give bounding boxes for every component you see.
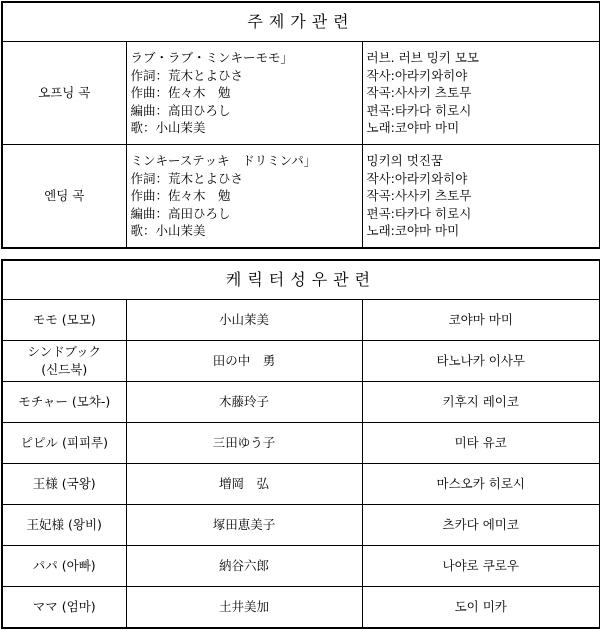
opening-ko-line: 작사:아라키와히야 <box>366 67 468 83</box>
cast-row <box>2 300 600 341</box>
opening-ko-line: 노래:코야마 마미 <box>366 120 460 136</box>
opening-jp-line: ラブ・ラブ・ミンキーモモ」 <box>130 50 294 66</box>
opening-ko-info <box>362 42 600 145</box>
opening-jp-line: 作曲：佐々木 勉 <box>130 85 231 101</box>
cast-row <box>2 382 600 423</box>
ending-jp-info <box>126 145 362 248</box>
cast-row <box>2 464 600 505</box>
ending-row <box>2 145 600 248</box>
opening-ko-line: 러브. 러브 밍키 모모 <box>366 50 479 66</box>
character-name: パパ (아빠) <box>2 546 126 587</box>
voice-actor-ko: 코야마 마미 <box>362 300 600 341</box>
opening-ko-line: 작곡:사사키 츠토무 <box>366 85 472 101</box>
voice-actor-jp: 田の中 勇 <box>126 341 362 382</box>
character-name-jp: シンドブック <box>27 344 101 359</box>
ending-ko-line: 작곡:사사키 츠토무 <box>366 188 472 203</box>
theme-section-title: 주제가관련 <box>2 2 600 42</box>
character-name: ピピル (피피루) <box>2 423 126 464</box>
ending-ko-line: 노래:코야마 마미 <box>366 223 460 238</box>
voice-cast-table <box>1 259 600 629</box>
voice-actor-jp: 小山茉美 <box>126 300 362 341</box>
character-name: 王様 (국왕) <box>2 464 126 505</box>
voice-actor-ko: 타노나카 이사무 <box>362 341 600 382</box>
cast-row <box>2 587 600 629</box>
voice-actor-ko: 마스오카 히로시 <box>362 464 600 505</box>
cast-row <box>2 505 600 546</box>
ending-ko-info <box>362 145 600 248</box>
cast-title-row <box>2 260 600 300</box>
opening-jp-info <box>126 42 362 145</box>
voice-actor-jp: 増岡 弘 <box>126 464 362 505</box>
ending-jp-line: ミンキーステッキ ドリミンパ」 <box>130 153 317 168</box>
voice-actor-ko: 도이 미카 <box>362 587 600 629</box>
ending-jp-line: 作詞：荒木とよひさ <box>130 170 244 186</box>
voice-actor-ko: 키후지 레이코 <box>362 382 600 423</box>
voice-actor-jp: 納谷六郎 <box>126 546 362 587</box>
voice-actor-ko: 츠카다 에미코 <box>362 505 600 546</box>
voice-actor-jp: 三田ゆう子 <box>126 423 362 464</box>
cast-row <box>2 341 600 382</box>
ending-jp-line: 編曲：高田ひろし <box>130 205 231 221</box>
ending-ko-line: 작사:아라키와히야 <box>366 170 468 186</box>
voice-actor-jp: 木藤玲子 <box>126 382 362 423</box>
opening-label: 오프닝 곡 <box>2 42 126 145</box>
opening-ko-line: 편곡:타카다 히로시 <box>366 102 472 118</box>
theme-title-row <box>2 2 600 42</box>
character-name: モチャー (모챠-) <box>2 382 126 423</box>
ending-ko-line: 밍키의 멋진꿈 <box>366 153 443 168</box>
ending-ko-line: 편곡:타카다 히로시 <box>366 205 472 221</box>
character-name: 王妃様 (왕비) <box>2 505 126 546</box>
cast-section-title: 케릭터성우관련 <box>2 260 600 300</box>
ending-label: 엔딩 곡 <box>2 145 126 248</box>
opening-jp-line: 作詞：荒木とよひさ <box>130 67 244 83</box>
ending-jp-line: 作曲：佐々木 勉 <box>130 188 231 203</box>
character-name-ko: (신드북) <box>41 362 88 377</box>
voice-actor-ko: 미타 유코 <box>362 423 600 464</box>
opening-jp-line: 歌：小山茉美 <box>130 120 206 136</box>
voice-actor-jp: 塚田恵美子 <box>126 505 362 546</box>
character-name: ママ (엄마) <box>2 587 126 629</box>
voice-actor-ko: 나야로 쿠로우 <box>362 546 600 587</box>
cast-row <box>2 546 600 587</box>
theme-song-table <box>1 1 600 249</box>
ending-jp-line: 歌：小山茉美 <box>130 223 206 238</box>
cast-row <box>2 423 600 464</box>
opening-jp-line: 編曲：高田ひろし <box>130 102 231 118</box>
character-name <box>2 341 126 382</box>
opening-row <box>2 42 600 145</box>
character-name: モモ (모모) <box>2 300 126 341</box>
voice-actor-jp: 土井美加 <box>126 587 362 629</box>
